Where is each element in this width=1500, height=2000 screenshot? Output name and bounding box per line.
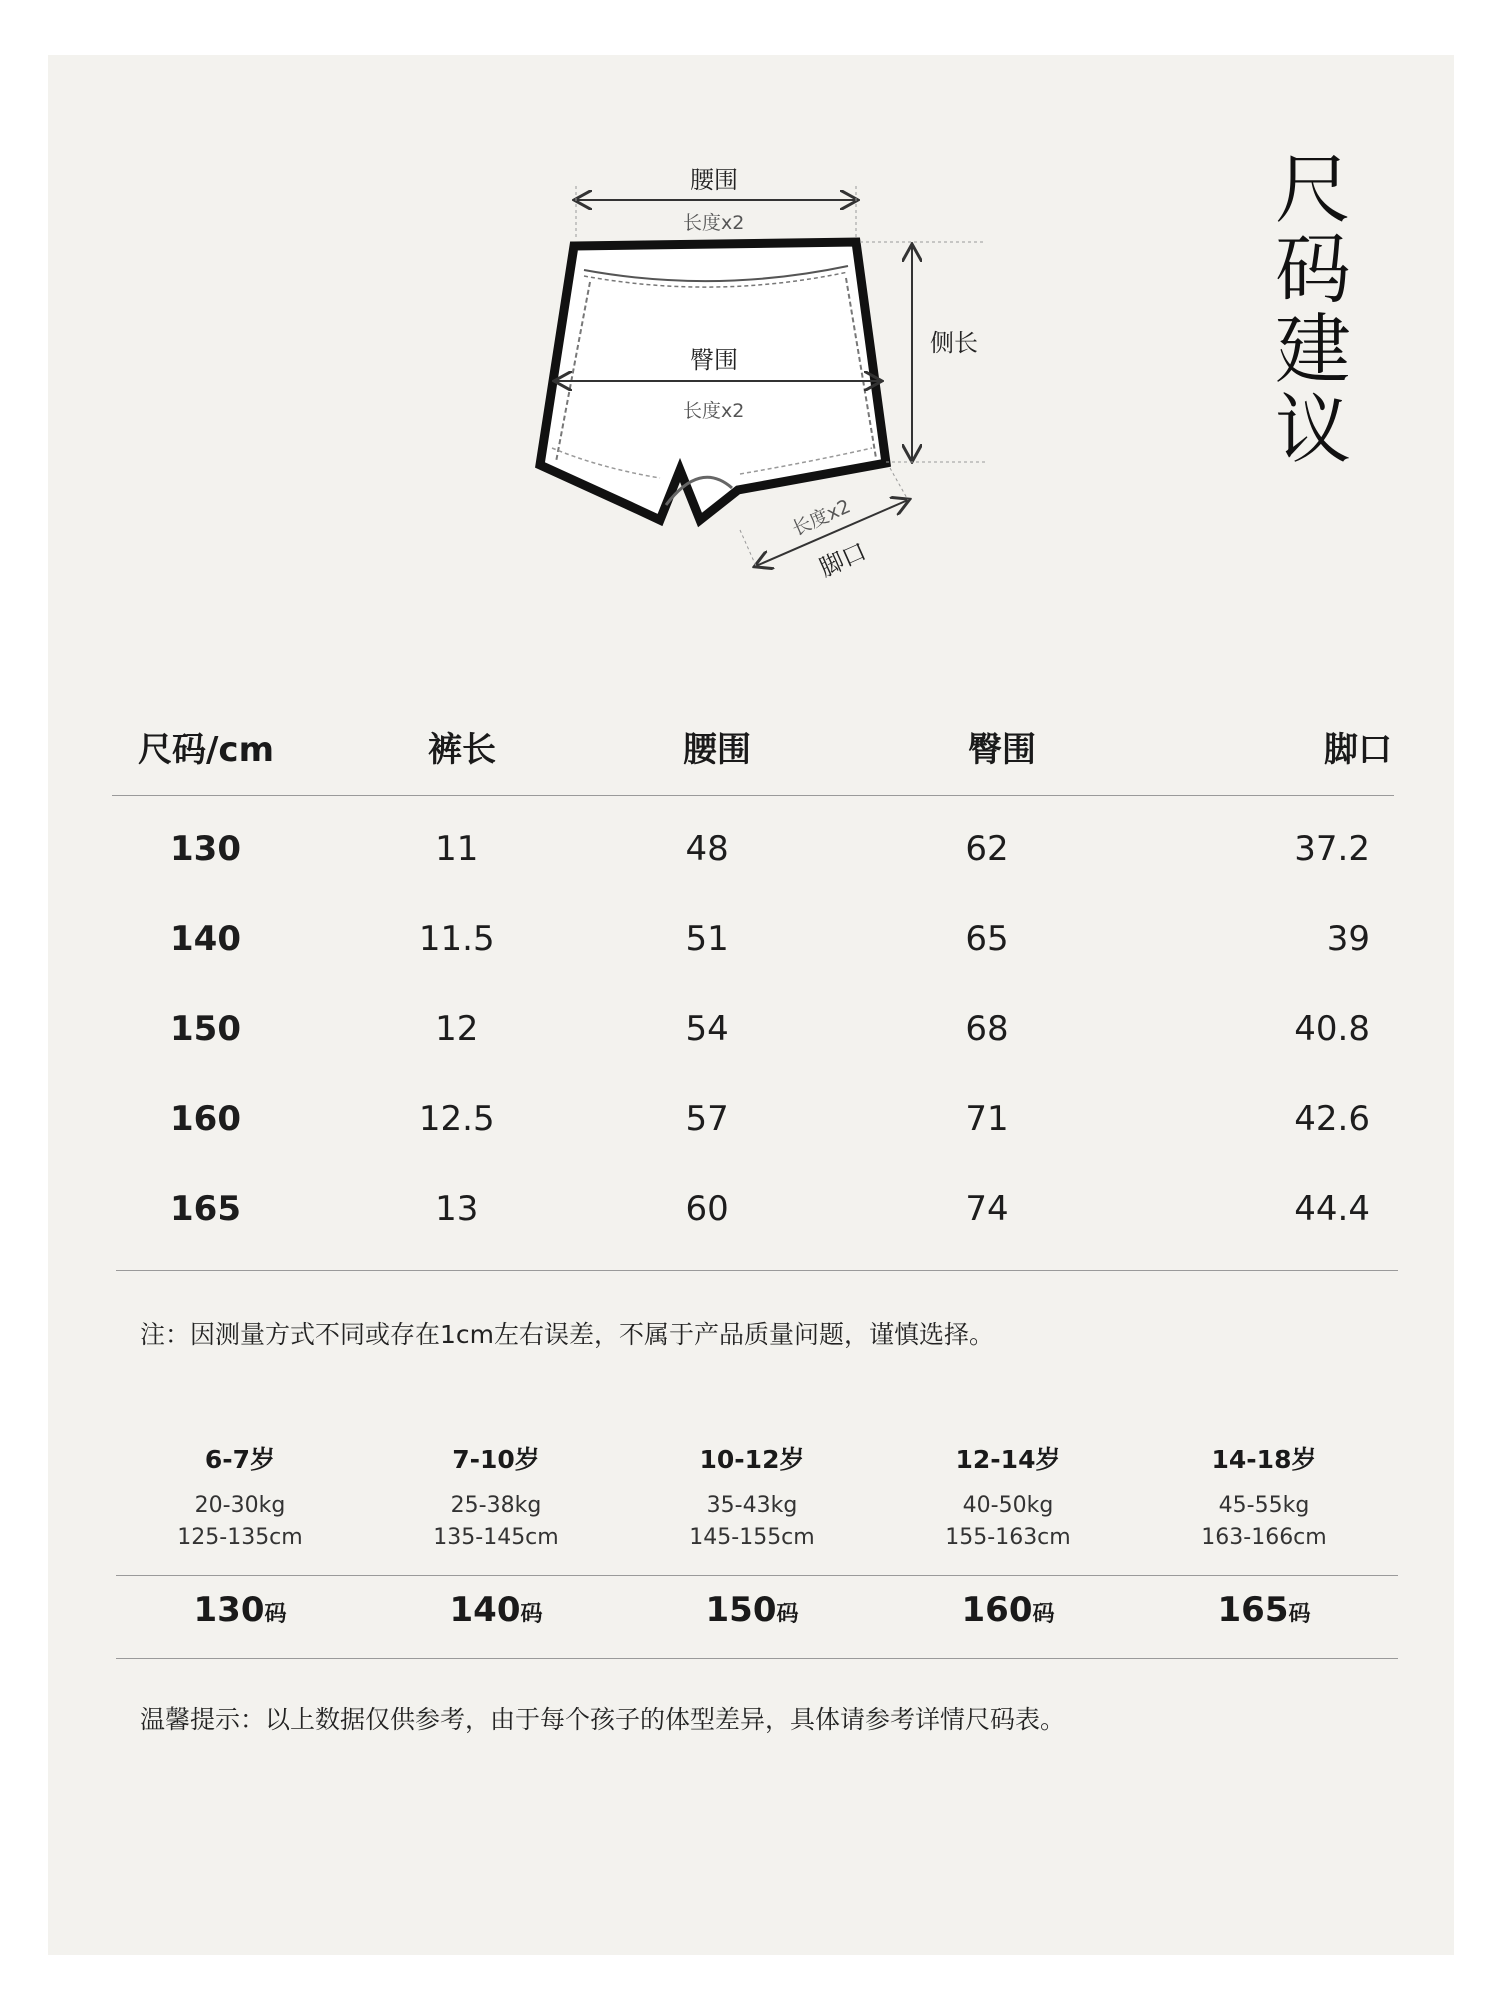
size-unit: 码 [1288, 1602, 1311, 1627]
cell-waist: 51 [685, 919, 729, 959]
age-group [112, 1440, 368, 1554]
cell-waist: 60 [685, 1189, 729, 1229]
weight-range: 45-55kg [1218, 1493, 1310, 1518]
weight-range: 40-50kg [962, 1493, 1054, 1518]
table-row [112, 984, 1392, 1074]
divider [116, 1658, 1398, 1659]
size-table [112, 700, 1392, 1254]
cell-leg-opening: 37.2 [1294, 829, 1370, 869]
cell-leg-opening: 42.6 [1294, 1099, 1370, 1139]
size-number: 150 [705, 1590, 777, 1630]
table-row [112, 1164, 1392, 1254]
age-range: 6-7岁 [204, 1445, 276, 1474]
height-range: 145-155cm [689, 1525, 815, 1550]
weight-range: 35-43kg [706, 1493, 798, 1518]
recommended-sizes [112, 1590, 1392, 1630]
size-number: 130 [193, 1590, 265, 1630]
size-number: 160 [961, 1590, 1033, 1630]
cell-size: 150 [170, 1009, 241, 1049]
age-group [880, 1440, 1136, 1554]
cell-size: 165 [170, 1189, 241, 1229]
age-group [1136, 1440, 1392, 1554]
header-length: 裤长 [428, 729, 496, 770]
cell-leg-opening: 39 [1326, 919, 1370, 959]
side-length-label: 侧长 [930, 329, 978, 357]
size-unit: 码 [1032, 1602, 1055, 1627]
cell-size: 160 [170, 1099, 241, 1139]
measurement-note: 注：因测量方式不同或存在1cm左右误差，不属于产品质量问题，谨慎选择。 [140, 1320, 995, 1349]
cell-length: 11 [435, 829, 479, 869]
title-char: 码 [1275, 225, 1351, 314]
height-range: 163-166cm [1201, 1525, 1327, 1550]
cell-leg-opening: 40.8 [1294, 1009, 1370, 1049]
cell-length: 12 [435, 1009, 479, 1049]
recommended-size [624, 1590, 880, 1630]
size-unit: 码 [520, 1602, 543, 1627]
size-unit: 码 [776, 1602, 799, 1627]
cell-size: 130 [170, 829, 241, 869]
weight-range: 25-38kg [450, 1493, 542, 1518]
waist-label: 腰围 [690, 166, 738, 194]
age-range: 7-10岁 [452, 1445, 540, 1474]
header-hip: 臀围 [968, 729, 1036, 770]
tip-note: 温馨提示：以上数据仅供参考，由于每个孩子的体型差异，具体请参考详情尺码表。 [140, 1705, 1066, 1734]
leg-sub-label: 长度x2 [788, 495, 854, 541]
waist-sub-label: 长度x2 [683, 212, 745, 234]
size-number: 140 [449, 1590, 521, 1630]
header-waist: 腰围 [683, 729, 751, 770]
height-range: 125-135cm [177, 1525, 303, 1550]
cell-size: 140 [170, 919, 241, 959]
size-unit: 码 [264, 1602, 287, 1627]
recommended-size [112, 1590, 368, 1630]
divider [116, 1575, 1398, 1576]
table-row [112, 894, 1392, 984]
leg-opening-label: 脚口 [815, 537, 871, 583]
table-header-row [112, 700, 1392, 792]
cell-hip: 62 [965, 829, 1009, 869]
cell-hip: 71 [965, 1099, 1009, 1139]
cell-length: 11.5 [418, 919, 495, 959]
age-group [624, 1440, 880, 1554]
hip-label: 臀围 [690, 346, 738, 374]
header-size: 尺码/cm [138, 729, 274, 770]
cell-hip: 68 [965, 1009, 1009, 1049]
age-recommendation [112, 1440, 1392, 1554]
page-title [1268, 145, 1358, 474]
age-range: 14-18岁 [1211, 1445, 1317, 1474]
title-char: 尺 [1275, 145, 1351, 234]
header-leg-opening: 脚口 [1324, 729, 1392, 770]
weight-range: 20-30kg [194, 1493, 286, 1518]
age-range: 10-12岁 [699, 1445, 805, 1474]
title-char: 议 [1275, 385, 1351, 474]
recommended-size [368, 1590, 624, 1630]
height-range: 135-145cm [433, 1525, 559, 1550]
cell-waist: 54 [685, 1009, 729, 1049]
table-row [112, 804, 1392, 894]
divider [116, 1270, 1398, 1271]
cell-leg-opening: 44.4 [1294, 1189, 1370, 1229]
cell-waist: 57 [685, 1099, 729, 1139]
cell-length: 12.5 [418, 1099, 495, 1139]
cell-length: 13 [435, 1189, 479, 1229]
height-range: 155-163cm [945, 1525, 1071, 1550]
recommended-size [880, 1590, 1136, 1630]
age-range: 12-14岁 [955, 1445, 1061, 1474]
cell-hip: 65 [965, 919, 1009, 959]
table-row [112, 1074, 1392, 1164]
divider [112, 795, 1394, 796]
recommended-size [1136, 1590, 1392, 1630]
cell-hip: 74 [965, 1189, 1009, 1229]
cell-waist: 48 [685, 829, 729, 869]
hip-sub-label: 长度x2 [683, 400, 745, 422]
size-number: 165 [1217, 1590, 1289, 1630]
title-char: 建 [1275, 305, 1351, 394]
age-group [368, 1440, 624, 1554]
